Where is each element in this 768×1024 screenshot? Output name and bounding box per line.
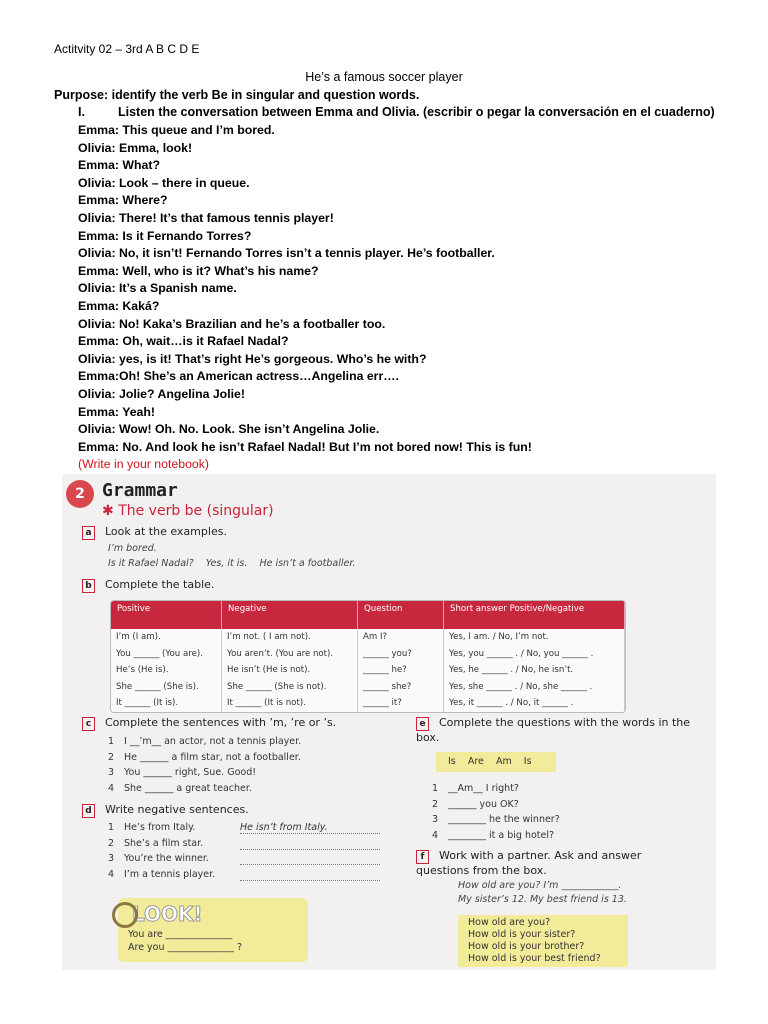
item-text: ________ he the winner? (448, 814, 560, 825)
item-number: 2 (432, 798, 439, 810)
table-header: Short answer Positive/Negative (444, 601, 625, 629)
look-line-2: Are you ______________ ? (128, 942, 243, 953)
conversation-line: Emma: Oh, wait…is it Rafael Nadal? (78, 334, 289, 349)
section-f: f Work with a partner. Ask and answer questions from the box. (416, 849, 642, 877)
answer-line (240, 867, 380, 881)
conversation-line: Olivia: It’s a Spanish name. (78, 281, 237, 296)
table-cell: You ______ (You are). (111, 646, 222, 663)
c-list (108, 734, 301, 796)
e-list (432, 781, 560, 843)
conversation-line: Olivia: Emma, look! (78, 140, 193, 155)
unit-badge: 2 (66, 480, 94, 508)
d-list (108, 820, 398, 882)
answer-line (240, 836, 380, 850)
item-text: ________ it a big hotel? (448, 829, 555, 841)
d-item (108, 820, 398, 836)
item-number: 4 (108, 868, 115, 880)
conversation-line: Emma: Where? (78, 193, 168, 208)
grammar-subheading: ✱ The verb be (singular) (102, 503, 274, 519)
answer-line (240, 851, 380, 865)
table-header: Negative (222, 601, 358, 629)
c-item (108, 750, 301, 766)
item-text: I’m a tennis player. (124, 868, 216, 880)
conversation (78, 122, 532, 474)
purpose: Purpose: identify the verb Be in singular and question words. (54, 88, 420, 102)
table-header: Question (358, 601, 444, 629)
conversation-line: Emma: No. And look he isn’t Rafael Nadal! But I’m not bored now! This is fun! (78, 439, 532, 454)
item-number: 4 (108, 782, 115, 794)
table-cell: ______ he? (358, 662, 444, 679)
item-text: She’s a film star. (124, 837, 204, 849)
item-text: __Am__ I right? (448, 783, 519, 794)
item-text: ______ you OK? (448, 798, 519, 810)
item-number: 2 (108, 751, 115, 763)
item-text: I __’m__ an actor, not a tennis player. (124, 736, 302, 747)
table-row (111, 646, 625, 663)
table-cell: I’m (I am). (111, 629, 222, 646)
conversation-line: Emma:Oh! She’s an American actress…Angelina err…. (78, 369, 399, 384)
d-item (108, 851, 398, 867)
question: How old is your brother? (468, 941, 585, 952)
c-item (108, 765, 301, 781)
conversation-line: Olivia: There! It’s that famous tennis player! (78, 210, 334, 225)
item-text: You’re the winner. (124, 853, 209, 864)
table-cell: Yes, I am. / No, I’m not. (444, 629, 625, 646)
example-1: I’m bored. (108, 543, 157, 554)
be-table (110, 600, 626, 713)
activity-header: Actitvity 02 – 3rd A B C D E (54, 42, 200, 56)
item-number: 2 (108, 837, 115, 849)
conversation-line: Emma: Kaká? (78, 298, 160, 313)
document-title: He’s a famous soccer player (305, 70, 463, 84)
section-b: b Complete the table. (82, 578, 214, 593)
question-box (458, 915, 628, 967)
item-text: She ______ a great teacher. (124, 782, 252, 794)
table-cell: It ______ (It is). (111, 695, 222, 712)
item-text: You ______ right, Sue. Good! (124, 767, 257, 778)
item-number: 4 (432, 829, 439, 841)
item-number: 1 (432, 783, 439, 794)
item-number: 1 (108, 822, 115, 833)
table-cell: Yes, it ______ . / No, it ______ . (444, 695, 625, 712)
instruction-number: I. (78, 105, 85, 119)
table-cell: He’s (He is). (111, 662, 222, 679)
c-item (108, 781, 301, 797)
f-example-2: My sister’s 12. My best friend is 13. (458, 894, 627, 905)
word-box: Is Are Am Is (436, 752, 556, 772)
table-cell: I’m not. ( I am not). (222, 629, 358, 646)
table-cell: She ______ (She is not). (222, 679, 358, 696)
notebook-note: (Write in your notebook) (78, 457, 209, 472)
item-number: 3 (108, 853, 115, 864)
table-cell: ______ it? (358, 695, 444, 712)
table-row (111, 679, 625, 696)
table-row (111, 695, 625, 712)
conversation-line: Emma: This queue and I’m bored. (78, 123, 275, 137)
question: How old is your sister? (468, 929, 576, 940)
e-item (432, 781, 560, 797)
conversation-line: Emma: Well, who is it? What’s his name? (78, 263, 319, 278)
conversation-line: Olivia: Wow! Oh. No. Look. She isn’t Angelina Jolie. (78, 422, 380, 437)
conversation-line: Emma: What? (78, 158, 160, 173)
table-cell: Yes, she ______ . / No, she ______ . (444, 679, 625, 696)
item-number: 3 (108, 767, 115, 778)
table-cell: ______ she? (358, 679, 444, 696)
d-item (108, 836, 398, 852)
d-item (108, 867, 398, 883)
conversation-line: Emma: Yeah! (78, 404, 156, 419)
conversation-line: Olivia: yes, is it! That’s right He’s gorgeous. Who’s he with? (78, 351, 427, 366)
table-cell: She ______ (She is). (111, 679, 222, 696)
table-cell: He isn’t (He is not). (222, 662, 358, 679)
conversation-line: Olivia: No, it isn’t! Fernando Torres isn’t a tennis player. He’s footballer. (78, 246, 495, 261)
section-c: c Complete the sentences with ’m, ’re or ’s. (82, 716, 336, 731)
look-line-1: You are ______________ (128, 929, 233, 940)
example-2: Is it Rafael Nadal? Yes, it is. He isn’t a footballer. (108, 558, 356, 569)
instruction-text: Listen the conversation between Emma and Olivia. (escribir o pegar la conversación en el cuaderno) (118, 105, 715, 119)
section-d: d Write negative sentences. (82, 803, 249, 818)
table-cell: It ______ (It is not). (222, 695, 358, 712)
answer-line: He isn’t from Italy. (240, 820, 380, 834)
question: How old is your best friend? (468, 953, 601, 964)
textbook-image (62, 474, 716, 970)
conversation-line: Olivia: Look – there in queue. (78, 175, 250, 190)
conversation-line: Emma: Is it Fernando Torres? (78, 228, 252, 243)
c-item (108, 734, 301, 750)
table-cell: You aren’t. (You are not). (222, 646, 358, 663)
e-item (432, 797, 560, 813)
question: How old are you? (468, 917, 551, 928)
f-example-1: How old are you? I’m ____________. (458, 880, 622, 891)
table-row (111, 629, 625, 646)
e-item (432, 828, 560, 844)
item-number: 1 (108, 736, 115, 747)
table-cell: Yes, he ______ . / No, he isn’t. (444, 662, 625, 679)
look-box (118, 898, 308, 962)
table-header: Positive (111, 601, 222, 629)
item-text: He ______ a film star, not a footballer. (124, 751, 301, 763)
conversation-line: Olivia: No! Kaka’s Brazilian and he’s a footballer too. (78, 316, 386, 331)
instruction (78, 105, 715, 119)
table-row (111, 662, 625, 679)
e-item (432, 812, 560, 828)
grammar-heading: Grammar (102, 480, 178, 501)
item-text: He’s from Italy. (124, 822, 196, 833)
section-e: e Complete the questions with the words in the box. (416, 716, 691, 744)
star-icon: ✱ (102, 503, 119, 519)
look-title: LOOK! (132, 902, 203, 926)
conversation-line: Olivia: Jolie? Angelina Jolie! (78, 386, 245, 401)
table-cell: Am I? (358, 629, 444, 646)
section-a: a Look at the examples. (82, 525, 227, 540)
table-cell: Yes, you ______ . / No, you ______ . (444, 646, 625, 663)
magnifier-icon (112, 902, 138, 928)
table-cell: ______ you? (358, 646, 444, 663)
item-number: 3 (432, 814, 439, 825)
